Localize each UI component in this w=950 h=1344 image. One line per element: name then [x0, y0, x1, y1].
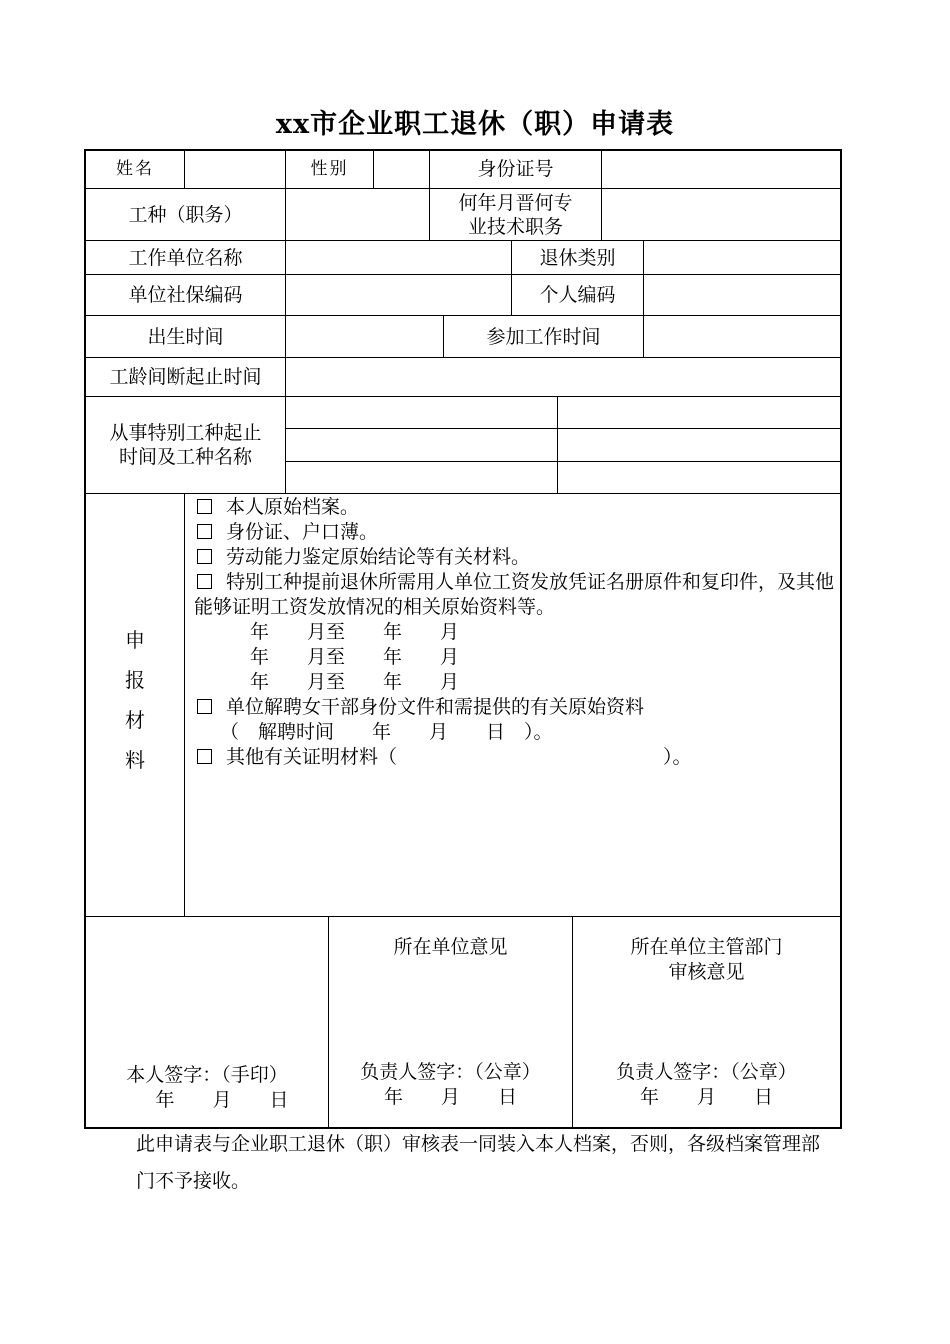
material-item: [194, 495, 834, 520]
materials-label-char: 报: [125, 668, 145, 692]
materials-label-char: 料: [125, 748, 145, 772]
job-type-label: 工种（职务）: [128, 203, 243, 226]
special-work-label-line2: 时间及工种名称: [118, 446, 252, 468]
promotion-label: [430, 189, 601, 240]
table-border-right: [840, 149, 842, 1129]
special-work-label-line1: 从事特别工种起止: [109, 422, 262, 444]
retire-type-label: 退休类别: [539, 246, 616, 269]
unit-sign-label: 负责人签字：（公章）: [360, 1061, 541, 1083]
materials-list: [194, 495, 834, 770]
work-start-time-field[interactable]: [644, 316, 840, 357]
materials-label-char: 材: [125, 708, 145, 732]
unit-opinion-title: 所在单位意见: [393, 936, 508, 958]
footer-note: 此申请表与企业职工退休（职）审核表一同装入本人档案，否则，各级档案管理部门不予接收。: [136, 1133, 821, 1192]
dept-opinion-title-line2: 审核意见: [668, 961, 745, 983]
dept-date-label: 年 月 日: [639, 1086, 773, 1108]
promotion-label-line2: 业技术职务: [467, 215, 563, 238]
material-item: [194, 695, 834, 720]
special-work-period-field[interactable]: [286, 462, 557, 493]
material-item-text: 劳动能力鉴定原始结论等有关材料。: [226, 546, 531, 568]
self-date-label: 年 月 日: [155, 1089, 289, 1111]
material-item-text: 单位解聘女干部身份文件和需提供的有关原始资料: [226, 696, 645, 718]
special-work-period-field[interactable]: [286, 397, 557, 428]
checkbox[interactable]: [197, 749, 212, 764]
row-divider: [84, 493, 842, 494]
employer-ss-code-label: 单位社保编码: [128, 284, 243, 306]
gender-field[interactable]: [374, 150, 429, 188]
material-item-text: 本人原始档案。: [226, 496, 360, 518]
service-gap-label: 工龄间断起止时间: [109, 366, 262, 388]
row-divider: [84, 916, 842, 917]
checkbox[interactable]: [197, 549, 212, 564]
promotion-field[interactable]: [602, 189, 840, 240]
period-line: 年 月至 年 月: [250, 621, 460, 643]
checkbox[interactable]: [197, 499, 212, 514]
work-start-time-label: 参加工作时间: [486, 325, 601, 348]
material-item-text: 其他有关证明材料（ ）。: [226, 746, 692, 768]
material-item: [194, 520, 834, 545]
dept-opinion-title-line1: 所在单位主管部门: [630, 936, 783, 958]
checkbox[interactable]: [197, 524, 212, 539]
id-number-field[interactable]: [602, 150, 840, 188]
personal-code-field[interactable]: [644, 275, 840, 315]
job-type-field[interactable]: [286, 189, 429, 240]
promotion-label-line1: 何年月晋何专: [458, 191, 573, 214]
id-number-label: 身份证号: [477, 158, 554, 180]
dept-sign-label: 负责人签字：（公章）: [616, 1061, 797, 1083]
unit-date-label: 年 月 日: [383, 1086, 517, 1108]
birth-time-field[interactable]: [286, 316, 443, 357]
gender-label: 性别: [310, 159, 349, 179]
period-line: 年 月至 年 月: [250, 646, 460, 668]
employer-name-field[interactable]: [286, 241, 511, 274]
self-sign-label: 本人签字：（手印）: [126, 1064, 288, 1086]
special-work-period-field[interactable]: [286, 429, 557, 461]
personal-code-label: 个人编码: [539, 284, 616, 306]
retire-type-field[interactable]: [644, 241, 840, 274]
dismiss-time-line: （ 解聘时间 年 月 日 ）。: [220, 721, 553, 743]
special-work-name-field[interactable]: [558, 429, 840, 461]
checkbox[interactable]: [197, 574, 212, 589]
special-work-name-field[interactable]: [558, 397, 840, 428]
material-item-text: 身份证、户口薄。: [226, 521, 379, 543]
special-work-label: [86, 397, 285, 493]
birth-time-label: 出生时间: [147, 325, 224, 348]
checkbox[interactable]: [197, 699, 212, 714]
material-item-text: 特别工种提前退休所需用人单位工资发放凭证名册原件和复印件，及其他能够证明工资发放情况的相关原始资料等。: [194, 571, 835, 618]
service-gap-field[interactable]: [286, 358, 840, 396]
material-item: [194, 570, 834, 620]
col-divider: [184, 493, 185, 917]
name-field[interactable]: [185, 150, 285, 188]
name-label: 姓名: [116, 159, 154, 179]
material-item: [194, 545, 834, 570]
employer-name-label: 工作单位名称: [128, 246, 243, 269]
period-line: 年 月至 年 月: [250, 671, 460, 693]
employer-ss-code-field[interactable]: [286, 275, 511, 315]
material-item: [194, 745, 834, 770]
special-work-name-field[interactable]: [558, 462, 840, 493]
materials-label-char: 申: [125, 628, 145, 652]
materials-label: [86, 620, 184, 780]
page-title: xx市企业职工退休（职）申请表: [275, 109, 675, 140]
